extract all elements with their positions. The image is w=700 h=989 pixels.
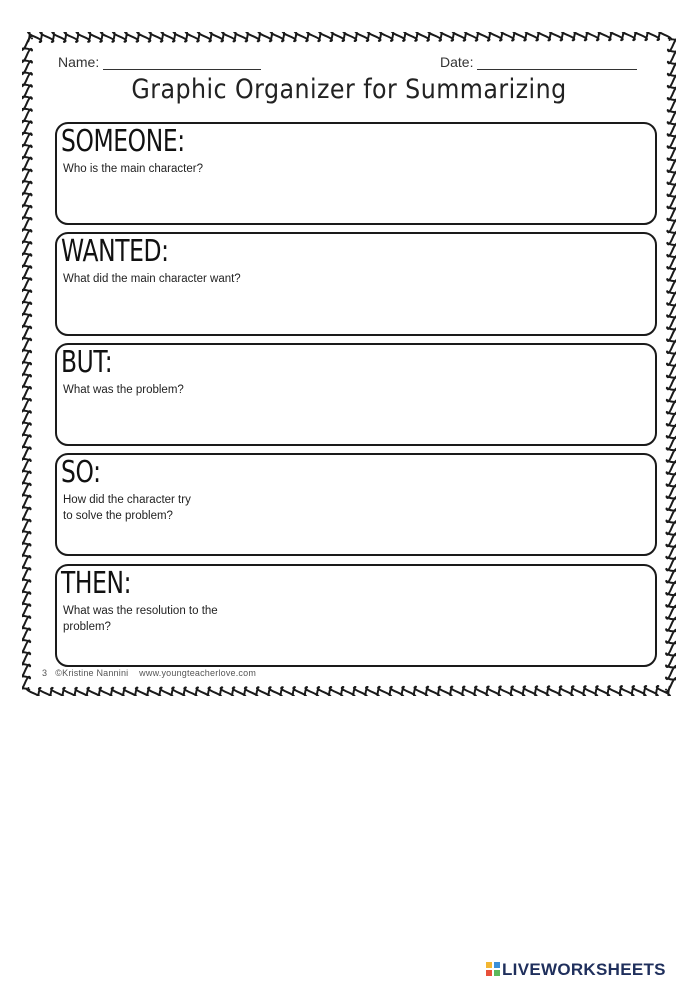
section-key: THEN: [61,566,132,601]
section-question: What was the resolution to the problem? [63,605,218,633]
section-key: SO: [61,455,101,490]
section-question: What was the problem? [63,384,184,396]
brand-label: LIVEWORKSHEETS [502,960,666,979]
date-label: Date: [440,54,474,70]
section-key: SOMEONE: [61,124,185,159]
section-question: What did the main character want? [63,273,241,285]
liveworksheets-brand[interactable] [486,960,666,980]
copyright-footer: 3 ©Kristine Nannini www.youngteacherlove.com [42,668,257,678]
section-question: Who is the main character? [63,163,203,175]
liveworksheets-logo-icon [486,962,500,976]
border-loops [666,38,676,691]
section-then [55,564,657,667]
date-line [477,57,637,70]
section-question: How did the character try to solve the problem? [63,494,191,522]
border-loops [28,32,671,42]
section-key: WANTED: [61,234,169,269]
name-label: Name: [58,54,100,70]
name-line [103,57,261,70]
section-wanted [55,232,657,336]
section-but [55,343,657,446]
section-so [55,453,657,556]
border-loops [22,37,32,690]
name-field [58,54,261,70]
worksheet [22,32,676,696]
section-key: BUT: [61,345,113,380]
page-title: Graphic Organizer for Summarizing [131,74,567,105]
date-field [440,54,637,70]
section-someone [55,122,657,225]
border-loops [27,686,670,696]
